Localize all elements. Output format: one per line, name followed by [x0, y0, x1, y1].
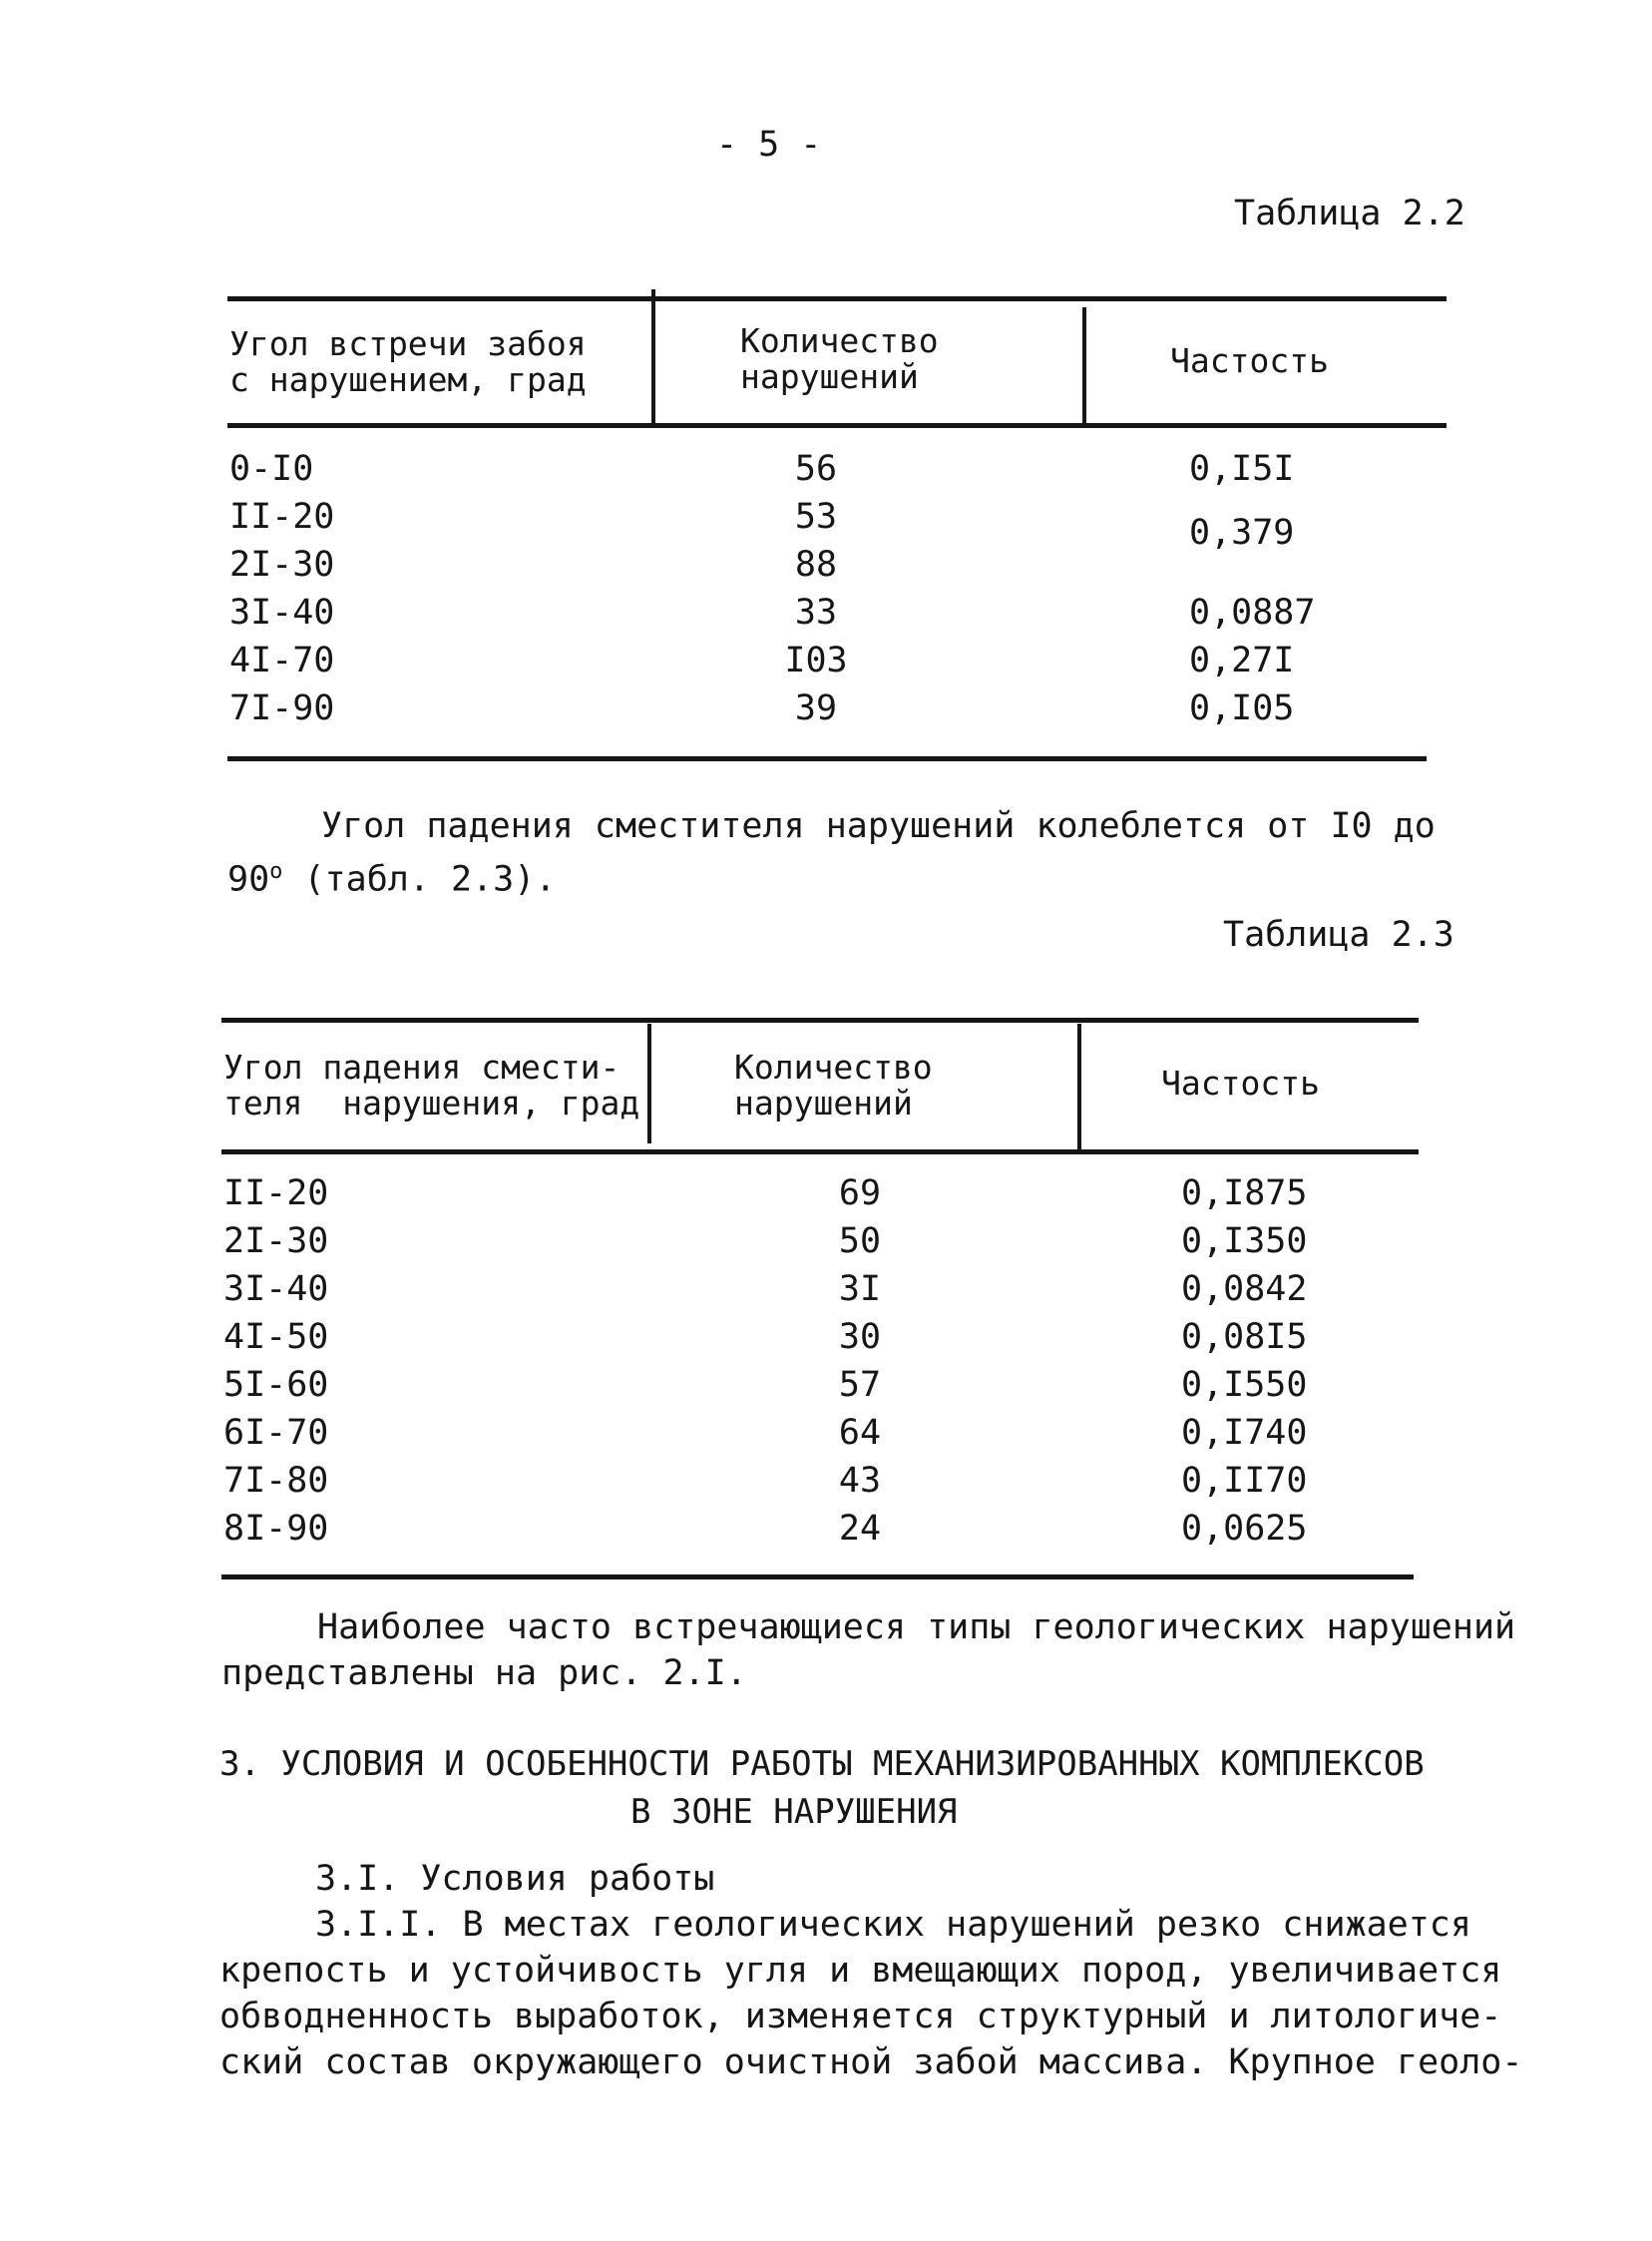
table-2-3-caption: Таблица 2.3	[1223, 915, 1454, 955]
table-row	[221, 1217, 1419, 1265]
angle-cell: 7I-90	[229, 688, 335, 728]
angle-cell: II-20	[229, 497, 335, 537]
paragraph-line: обводненность выработок, изменяется структурный и литологиче-	[219, 1997, 1502, 2036]
count-cell: 30	[838, 1317, 882, 1357]
paragraph-dip-angle	[227, 803, 1436, 903]
count-cell: 64	[838, 1413, 882, 1453]
table-2-2-header-count: Количество нарушений	[740, 321, 939, 396]
table-2-3-header-frequency: Частость	[1161, 1064, 1320, 1103]
table-2-2-divider-1	[651, 289, 655, 425]
paragraph-fault-types	[221, 1604, 1515, 1696]
paragraph-line: $90^о$ (табл. 2.3).	[227, 859, 557, 900]
count-cell: 53	[794, 497, 838, 537]
table-2-2-caption: Таблица 2.2	[1234, 194, 1465, 233]
table-row	[227, 684, 1446, 732]
angle-cell: 6I-70	[223, 1413, 329, 1453]
frequency-cell: 0,0625	[1181, 1509, 1308, 1549]
frequency-cell: 0,08I5	[1181, 1317, 1308, 1357]
count-cell: 50	[838, 1221, 882, 1261]
table-2-2-top-rule	[227, 296, 1446, 301]
angle-cell: 2I-30	[223, 1221, 329, 1261]
angle-cell: 0-I0	[229, 449, 314, 489]
angle-cell: 4I-70	[229, 641, 335, 680]
angle-cell: 8I-90	[223, 1509, 329, 1549]
page-number: - 5 -	[716, 125, 822, 165]
table-2-2-header-rule	[227, 423, 1446, 428]
frequency-cell: 0,0887	[1189, 593, 1316, 633]
count-cell: 88	[794, 545, 838, 585]
table-2-3-divider-2	[1077, 1024, 1081, 1151]
table-2-2-divider-2	[1082, 307, 1086, 425]
count-cell: 57	[838, 1365, 882, 1405]
section-3-1-1-paragraph	[219, 1902, 1522, 2085]
count-cell: 56	[794, 449, 838, 489]
paragraph-line: Угол падения сместителя нарушений колеблется от I0 до	[321, 806, 1436, 846]
table-2-2-header-frequency: Частость	[1170, 341, 1329, 380]
paragraph-line: Наиболее часто встречающиеся типы геологических нарушений	[317, 1607, 1516, 1647]
count-cell: 43	[838, 1461, 882, 1501]
table-row	[227, 589, 1446, 637]
count-cell: 3I	[838, 1269, 882, 1309]
frequency-cell: 0,27I	[1189, 641, 1295, 680]
frequency-cell: 0,I5I	[1189, 449, 1295, 489]
count-cell: 33	[794, 593, 838, 633]
table-2-3-bottom-rule	[221, 1574, 1414, 1579]
angle-cell: II-20	[223, 1173, 329, 1213]
table-row	[227, 637, 1446, 684]
frequency-cell: 0,II70	[1181, 1461, 1308, 1501]
angle-cell: 5I-60	[223, 1365, 329, 1405]
paragraph-line: представлены на рис. 2.I.	[221, 1653, 747, 1693]
table-2-3-divider-1	[647, 1024, 651, 1143]
angle-cell: 2I-30	[229, 545, 335, 585]
frequency-cell: 0,I350	[1181, 1221, 1308, 1261]
count-cell: 39	[794, 688, 838, 728]
table-2-2-header-angle: Угол встречи забоя с нарушением, град	[229, 324, 587, 399]
angle-cell: 3I-40	[223, 1269, 329, 1309]
paragraph-line: 3.I.I. В местах геологических нарушений резко снижается	[315, 1905, 1471, 1945]
table-row	[221, 1265, 1419, 1313]
table-2-3-header-count: Количество нарушений	[734, 1048, 933, 1122]
frequency-cell: 0,I875	[1181, 1173, 1308, 1213]
table-row	[227, 445, 1446, 493]
table-row	[221, 1457, 1419, 1505]
section-3-heading: 3. УСЛОВИЯ И ОСОБЕННОСТИ РАБОТЫ МЕХАНИЗИРОВАННЫХ КОМПЛЕКСОВ В ЗОНЕ НАРУШЕНИЯ	[219, 1744, 1425, 1832]
angle-cell: 7I-80	[223, 1461, 329, 1501]
paragraph-line: крепость и устойчивость угля и вмещающих пород, увеличивается	[219, 1951, 1502, 1991]
table-row	[221, 1169, 1419, 1217]
table-row	[221, 1361, 1419, 1409]
angle-cell: 4I-50	[223, 1317, 329, 1357]
table-2-2	[227, 289, 1446, 768]
frequency-cell: 0,I550	[1181, 1365, 1308, 1405]
table-2-3-top-rule	[221, 1018, 1419, 1023]
count-cell: I03	[784, 641, 848, 680]
frequency-cell: 0,0842	[1181, 1269, 1308, 1309]
frequency-cell: 0,I740	[1181, 1413, 1308, 1453]
count-cell: 69	[838, 1173, 882, 1213]
angle-cell: 3I-40	[229, 593, 335, 633]
merged-frequency-cell: 0,379	[1189, 513, 1295, 553]
table-row	[221, 1409, 1419, 1457]
table-row	[221, 1505, 1419, 1553]
section-3-1-subheading: 3.I. Условия работы	[315, 1859, 715, 1899]
count-cell: 24	[838, 1509, 882, 1549]
table-2-3-header-rule	[221, 1149, 1419, 1154]
table-row	[221, 1313, 1419, 1361]
paragraph-line: ский состав окружающего очистной забой массива. Крупное геоло-	[219, 2042, 1523, 2082]
table-2-2-bottom-rule	[227, 756, 1427, 761]
table-2-3-header-angle: Угол падения смести- теля нарушения, град	[223, 1048, 640, 1122]
frequency-cell: 0,I05	[1189, 688, 1295, 728]
